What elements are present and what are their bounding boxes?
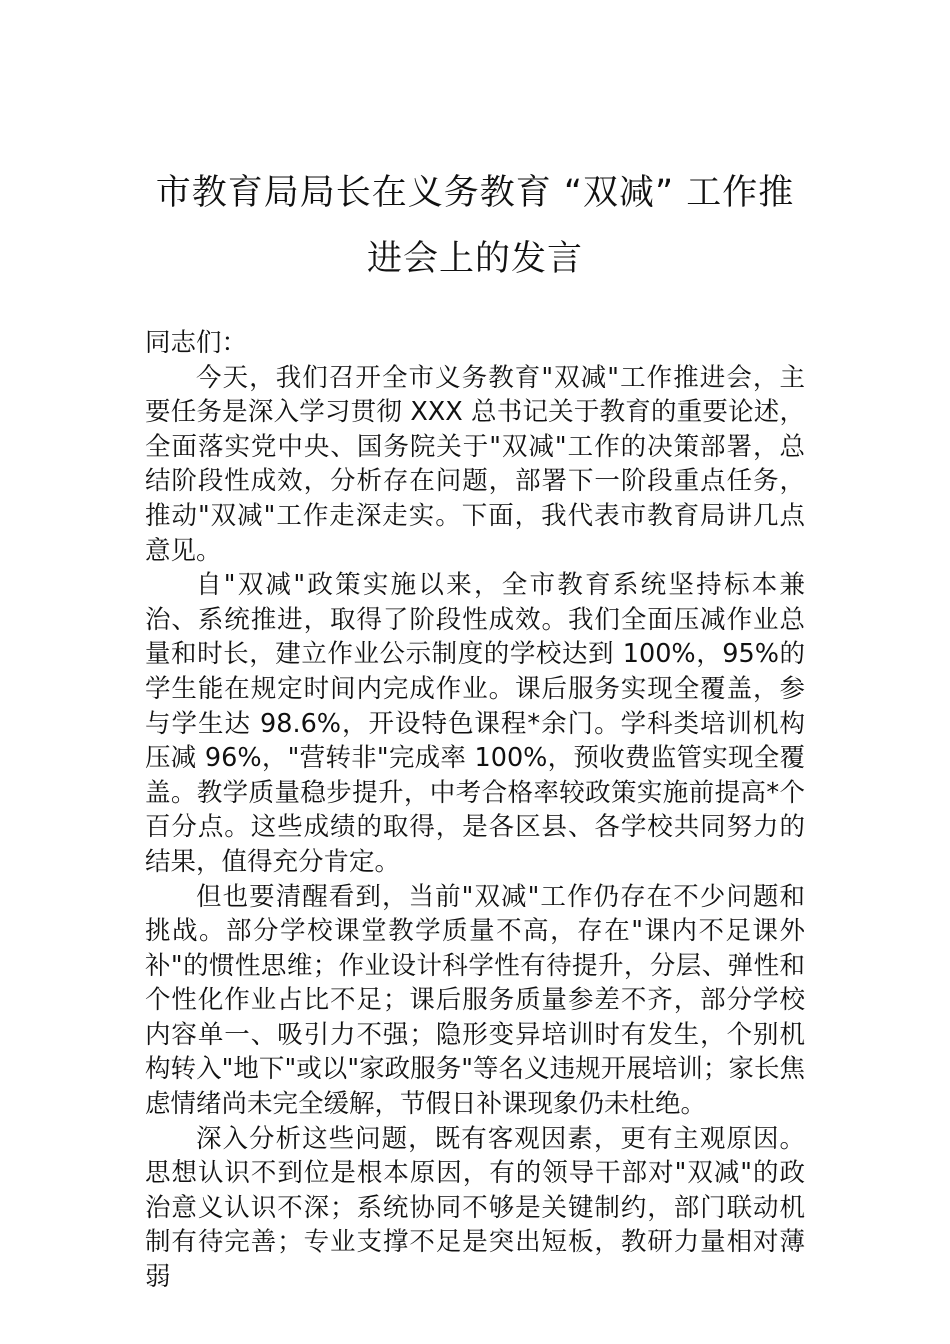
paragraph-problems: 但也要清醒看到，当前"双减"工作仍存在不少问题和挑战。部分学校课堂教学质量不高，存在"课内不足课外补"的惯性思维；作业设计科学性有待提升，分层、弹性和个性化作业占比不足；课后服务质量参差不齐，部分学校内容单一、吸引力不强；隐形变异培训时有发生，个别机构转入"地下"或以"家政服务"等名义违规开展培训；家长焦虑情绪尚未完全缓解，节假日补课现象仍未杜绝。	[145, 881, 805, 1120]
title-line-2: 进会上的发言	[366, 239, 583, 279]
paragraph-achievements: 自"双减"政策实施以来，全市教育系统坚持标本兼治、系统推进，取得了阶段性成效。我们全面压减作业总量和时长，建立作业公示制度的学校达到 100%，95%的学生能在规定时间内完成作业。课后服务实现全覆盖，参与学生达 98.6%，开设特色课程*余门。学科类培训机构压减 96%，"营转非"完成率 100%，预收费监管实现全覆盖。教学质量稳步提升，中考合格率较政策实施前提高*个百分点。这些成绩的取得，是各区县、各学校共同努力的结果，值得充分肯定。	[145, 570, 805, 877]
paragraph-opening: 今天，我们召开全市义务教育"双减"工作推进会，主要任务是深入学习贯彻 XXX 总书记关于教育的重要论述，全面落实党中央、国务院关于"双减"工作的决策部署，总结阶段性成效，分析存在问题，部署下一阶段重点任务，推动"双减"工作走深走实。下面，我代表市教育局讲几点意见。	[145, 362, 805, 566]
title-line-1: 市教育局局长在义务教育 “双减” 工作推	[155, 173, 795, 213]
document-body	[145, 326, 805, 1295]
document-title	[130, 160, 820, 292]
salutation: 同志们：	[145, 328, 248, 358]
paragraph-analysis: 深入分析这些问题，既有客观因素，更有主观原因。思想认识不到位是根本原因，有的领导干部对"双减"的政治意义认识不深；系统协同不够是关键制约，部门联动机制有待完善；专业支撑不足是突出短板，教研力量相对薄弱	[145, 1123, 805, 1293]
